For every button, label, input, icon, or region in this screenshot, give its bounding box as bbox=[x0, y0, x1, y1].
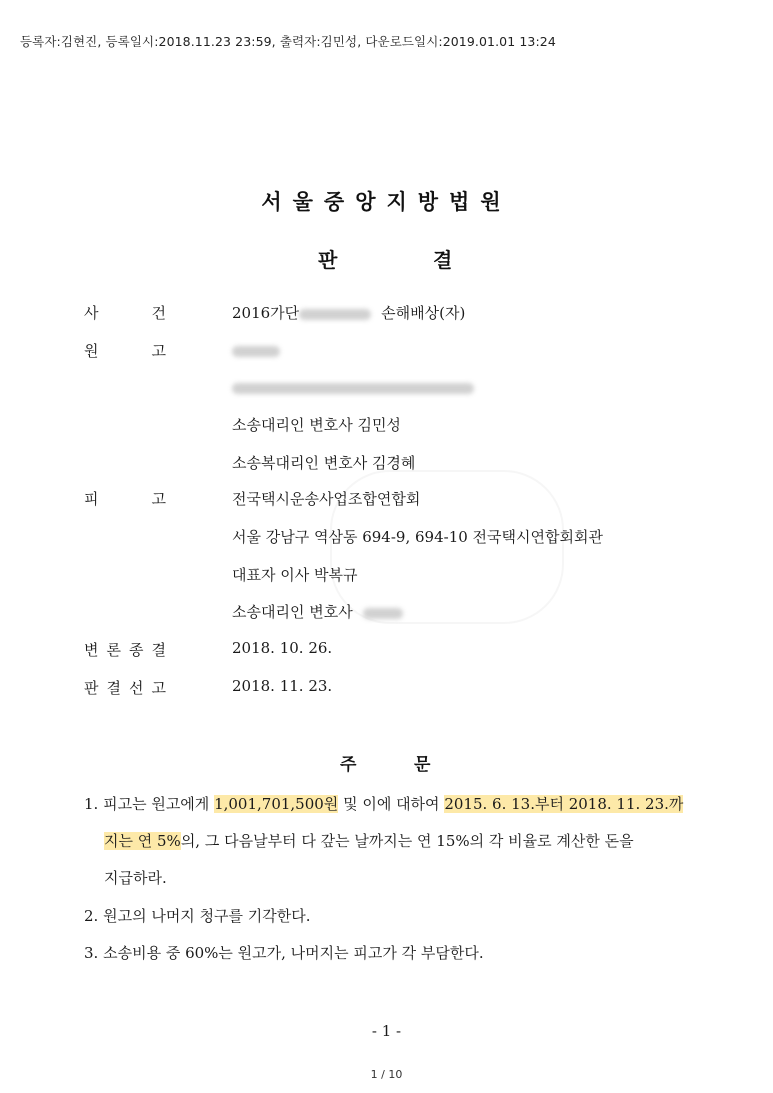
defendant-representative: 대표자 이사 박복규 bbox=[232, 566, 358, 584]
closing-label: 변 론 종 결 bbox=[84, 641, 166, 659]
defendant-address: 서울 강남구 역삼동 694-9, 694-10 전국택시연합회회관 bbox=[232, 528, 603, 546]
plaintiff-name-redacted bbox=[232, 341, 280, 359]
highlighted-amount: 1,001,701,500원 bbox=[214, 795, 339, 813]
case-label: 사 건 bbox=[84, 304, 166, 322]
sentence-date: 2018. 11. 23. bbox=[232, 677, 333, 695]
plaintiff-attorney: 소송대리인 변호사 김민성 bbox=[232, 416, 401, 434]
redacted-defendant-attorney bbox=[363, 608, 403, 619]
download-meta-line: 등록자:김현진, 등록일시:2018.11.23 23:59, 출력자:김민성, 다운로드일시:2019.01.01 13:24 bbox=[20, 34, 556, 49]
closing-date: 2018. 10. 26. bbox=[232, 639, 333, 657]
highlighted-rate: 지는 연 5% bbox=[104, 832, 181, 850]
court-name: 서울중앙지방법원 bbox=[261, 190, 512, 214]
defendant-attorney: 소송대리인 변호사 bbox=[232, 601, 403, 622]
order-item-2: 2. 원고의 나머지 청구를 기각한다. bbox=[84, 907, 311, 925]
page-number: - 1 - bbox=[371, 1022, 402, 1040]
order-item-3: 3. 소송비용 중 60%는 원고가, 나머지는 피고가 각 부담한다. bbox=[84, 944, 484, 962]
defendant-name: 전국택시운송사업조합연합회 bbox=[232, 490, 421, 508]
page-count: 1 / 10 bbox=[370, 1068, 403, 1081]
plaintiff-sub-attorney: 소송복대리인 변호사 김경혜 bbox=[232, 454, 416, 472]
order-item-1-line-2: 지는 연 5%의, 그 다음날부터 다 갚는 날까지는 연 15%의 각 비율로 계산한 돈을 bbox=[104, 832, 634, 850]
sentence-label: 판 결 선 고 bbox=[84, 679, 166, 697]
redacted-case-number bbox=[299, 309, 371, 320]
defendant-label: 피 고 bbox=[84, 490, 166, 508]
case-number: 2016가단 bbox=[232, 304, 300, 322]
doc-title-char-1: 판 bbox=[318, 248, 338, 272]
order-title-char-1: 주 bbox=[340, 755, 357, 775]
case-name: 손해배상(자) bbox=[381, 304, 466, 322]
order-item-1-line-1: 1. 피고는 원고에게 1,001,701,500원 및 이에 대하여 2015. 6. 13.부터 2018. 11. 23.까 bbox=[84, 795, 684, 813]
highlighted-period: 2015. 6. 13.부터 2018. 11. 23.까 bbox=[444, 795, 684, 813]
order-item-1-line-3: 지급하라. bbox=[104, 869, 167, 887]
doc-title-char-2: 결 bbox=[433, 248, 453, 272]
order-title-char-2: 문 bbox=[414, 755, 431, 775]
plaintiff-address-redacted bbox=[232, 378, 474, 396]
plaintiff-label: 원 고 bbox=[84, 342, 166, 360]
case-value bbox=[232, 302, 465, 323]
